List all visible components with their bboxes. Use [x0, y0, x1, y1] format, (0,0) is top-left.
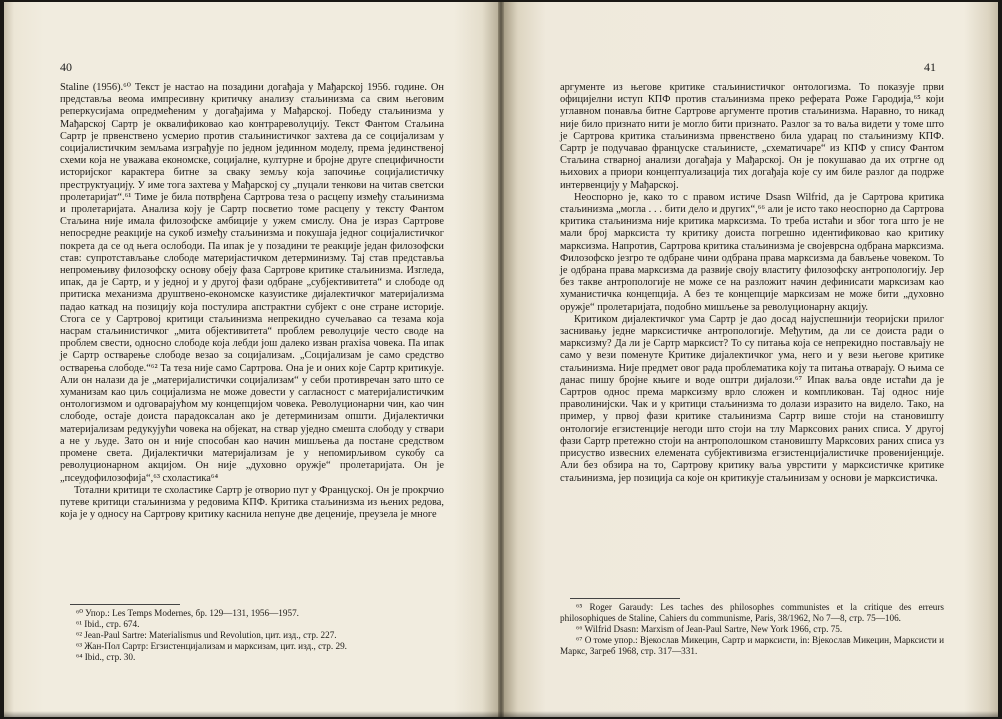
footnote: ⁶⁰ Упор.: Les Temps Modernes, бр. 129—131, 1956—1957. [76, 608, 299, 618]
paragraph: Тотални критици те схоластике Сартр је отворио пут у Француској. Он је прокрчио путеве критици стаљинизма у редовима КПФ. Критика стаљинизма из њених редова, која је у односу на Сартрову критику каснила непуне две деценије, преузела је многе [60, 484, 444, 521]
left-page [4, 2, 498, 717]
right-page-body [560, 82, 944, 485]
footnote: ⁶¹ Ibid., стр. 674. [76, 619, 140, 629]
footnote: ⁶⁷ О томе упор.: Вјекослав Микецин, Сартр и марксисти, in: Вјекослав Микецин, Марксисти и Маркс, Загреб 1968, стр. 317—331. [560, 635, 944, 656]
right-page [504, 2, 998, 717]
footnote: ⁶⁴ Ibid., стр. 30. [76, 652, 136, 662]
paragraph: аргументе из његове критике стаљинистичког онтологизма. То показује први официјелни иступ КПФ против стаљинизма преко реферата Роже Гародија,⁶⁵ који углавном понавља битне Сартрове аргументе против стаљинизма. Наравно, то никад није било признато нити је могло бити признато. Разлог за то ваља видети у томе што је Сартрова критика стаљинизма првенствено била ударац по стаљинизму КПФ. Сартр је подучавао француске стаљинисте, „схематичаре“ из КПФ у спису Фантом Стаљина стварној анализи догађаја у Мађарској. Он је покушавао да их отргне од њихових а приори концептуализација тих догађаја које су им биле разлог да подрже интервенцију у Мађарској. [560, 82, 944, 191]
paragraph: Staline (1956).⁶⁰ Текст је настао на позадини догађаја у Мађарској 1956. године. Он представља веома импресивну критичку анализу стаљинизма са свим његовим реперкусијама опредмећеним у догађајима у Мађарској. Победу стаљинизма у Мађарској Сартр је оквалификовао као контрареволуцију. Текст Фантом Стаљина Сартр је првенствено усмерио против стаљинистичког захтева да се социјализам у социјалистичким земљама изграђује по једном јединном моделу, према јединственој схеми која не уважава економске, социјалне, културне и бројне друге специфичности историјског карактера битне за сваку земљу која започиње социјалистичку преструктуацију. У име тога захтева у Мађарској су „пуцали тенкови на читав светски пролетаријат“.⁶¹ Тиме је била потврђена Сартрова теза о расцепу између стаљинизма и пролетаријата. Анализа коју је Сартр посветио томе расцепу у тексту Фантом Стаљина није имала филозофске амбиције у ужем смислу. Она је израз Сартрове непосредне реакције на сукоб између стаљинизма и покушаја једног социјалистичког покрета да се од њега ослободи. Па ипак је у позадини те реакције један филозофски став: супротстављање слободе материјастичком детерминизму. Тај став представља непромењиву филозофску основу обеју фаза Сартрове критике стаљинизма. Изгледа, ипак, да је Сартр, и у једној и у другој фази одбране „субјективитета“ и слободе од притиска механизма друштвено-економске казуистике дијалектичког материјализма падао каткад на позицију која постулира апстрактни субјект с оне стране историје. Стога се у Сартровој критици стаљинизма непрекидно сучељавао са тезама која насрам стаљинистичког „мита објективитета“ проблем револуције често своде на проблем свести, односно слободе која лебди још далеко изван praxisa човека. Па ипак је Сартр остварење слободе везао за социјализам. „Социјализам је само средство остварења слободе.“⁶² Та теза није само Сартрова. Она је и оних које Сартр критикује. Али он налази да је „материјалистички социјализам“ у себи противречан зато што се хуманизам као циљ социјализма не може довести у сагласност с материјалистичким онтологизмом и одговарајућом му концепцијом човека. Револуционарни чин, као чин слободе, остаје доиста парадоксалан ако је детерминизам општи. Дијалектички материјализам редукујући човека на објекат, на ствар уједно смешта слободу у ствари а не у људе. Зато он и није способан као начин мишљења да постане средством промене света. Дијалектички материјализам је у непомирљивом сукобу са револуционарном акцијом. Он није „духовно оружје“ пролетаријата. Он је „псеудофилозофија“,⁶³ схоластика⁶⁴ [60, 82, 444, 484]
footnote: ⁶⁶ Wilfrid Dsasn: Marxism of Jean-Paul Sartre, New York 1966, стр. 75. [576, 624, 843, 634]
page-number-right: 41 [924, 60, 936, 74]
left-page-body [60, 82, 444, 521]
footnote-rule [570, 598, 680, 599]
footnote: ⁶³ Жан-Пол Сартр: Егзистенцијализам и марксизам, цит. изд., стр. 29. [76, 641, 347, 651]
left-footnotes [60, 608, 444, 663]
page-number-left: 40 [60, 60, 72, 74]
footnote-rule [70, 604, 180, 605]
book-spread [4, 2, 998, 717]
right-footnotes [560, 602, 944, 657]
page-edge-shadow [4, 711, 998, 717]
footnote: ⁶² Jean-Paul Sartre: Materialismus und Revolution, цит. изд., стр. 227. [76, 630, 337, 640]
paragraph: Критиком дијалектичког ума Сартр је дао досад најуспешнији теоријски прилог заснивању једне марксистичке антропологије. Међутим, да ли се доиста ради о марксизму? Да ли је Сартр марксист? То су питања која се непрекидно постављају не само у вези поменуте Критике дијалектичког ума, него и у вези његове критике стаљинизма. Није предмет овог рада проблематика коју та питања отварају. О њима се данас пишу бројне књиге и воде оштри дијалози.⁶⁷ Ипак ваља овде истаћи да је Сартров однос према марксизму врло сложен и компликован. Тај однос није праволинијски. Чак и у критици стаљинизма то долази изразито на видело. Тако, на пример, у првој фази критике стаљинизма Сартр више стоји на становишту онтологије егзистенције негоди што стоји на тлу Марксових раних списа. У другој фази Сартр претежно стоји на антрополошком становишту Марксових раних списа уз присуство извесних елемената субјективизма егзистенцијалистичке провенијенције. Али без обзира на то, Сартрову критику ваља уврстити у марксистичке критике стаљинизма, јер позиција са које он критикује стаљинизам у основи је марксистичка. [560, 313, 944, 484]
footnote: ⁶⁵ Roger Garaudy: Les taches des philosophes communistes et la critique des erreurs philosophiques de Staline, Cahiers du communisme, Paris, 38/1962, No 7—8, стр. 75—106. [560, 602, 944, 623]
paragraph: Неоспорно је, како то с правом истиче Dsasn Wilfrid, да је Сартрова критика стаљинизма „могла . . . бити дело и других“,⁶⁶ али је исто тако неоспорно да Сартрова критика стаљинизма није критика марксизма. То треба истаћи и због тога што је не мали број марксиста ту критику доиста погрешно идентификовао као критику марксизма. Напротив, Сартрова критика стаљинизма је својеврсна одбрана марксизма. Филозофско језгро те одбране чини одбрана права марксизма да бављење човеком. То је одбрана права марксизма да развије своју властиту филозофску антропологију. Јер без такве антропологије не може се на разложит начин дефинисати марксизам као хуманистичка концепција. А без те концепције марксизам не може бити „духовно оружје“ пролетаријата, подобно мишљење за револуционарну акцију. [560, 191, 944, 313]
